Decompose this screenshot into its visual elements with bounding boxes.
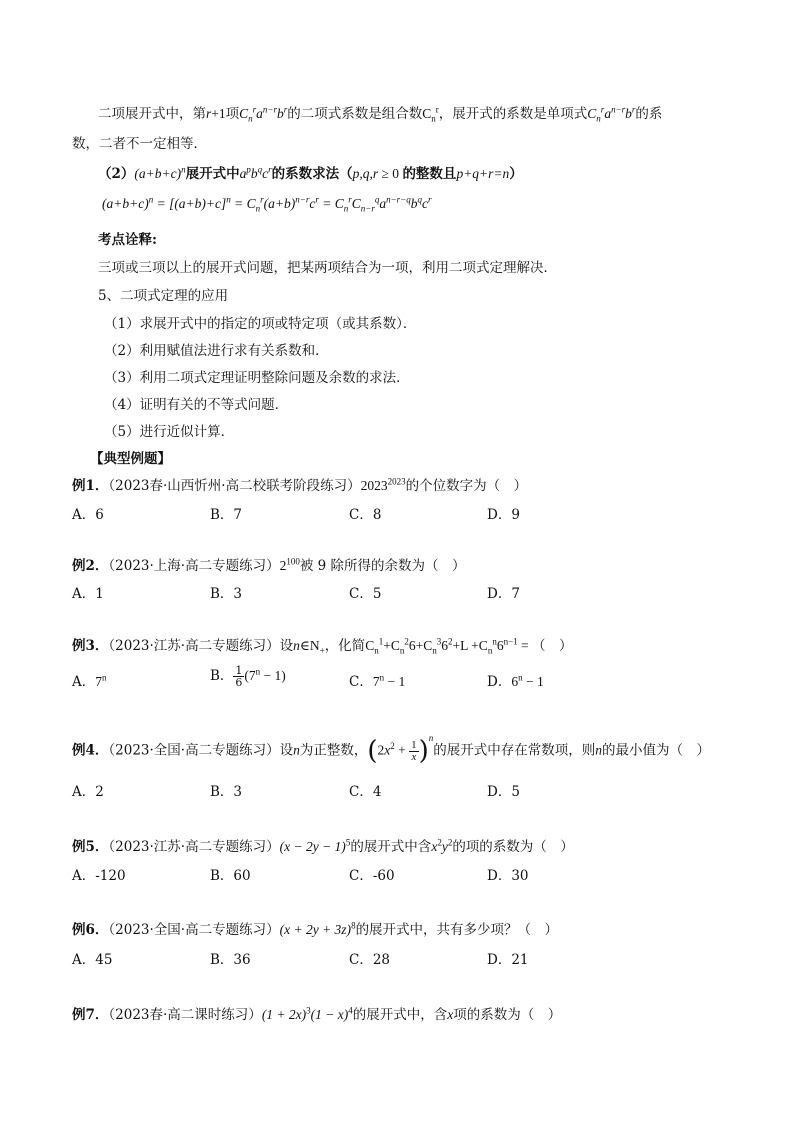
heading-text: ）	[509, 166, 523, 182]
example-6-option-d[interactable]: D．21	[487, 952, 529, 968]
heading-text: 的整数且	[402, 166, 457, 182]
example-5-option-b[interactable]: B．60	[210, 868, 251, 884]
example-2-stem: 例2．（2023·上海·高二专题练习）$2^{100}$被 9 除所得的余数为（ ）	[72, 556, 466, 574]
kaodian-text: 三项或三项以上的展开式问题，把某两项结合为一项，利用二项式定理解决．	[98, 260, 557, 276]
example-7-stem: 例7．（2023春·高二课时练习）$(1 + 2x)^3(1 - x)^4$的展开式中，含x项的系数为（ ）	[72, 1005, 562, 1023]
example-2-option-c[interactable]: C．5	[349, 586, 382, 602]
example-1-option-c[interactable]: C．8	[349, 507, 382, 523]
item-number: （2）	[98, 166, 135, 182]
example-4-option-a[interactable]: A．2	[72, 784, 104, 800]
example-3-option-c[interactable]: C．$7^n - 1$	[349, 672, 406, 690]
example-question: 的展开式中存在常数项，则	[433, 742, 596, 759]
heading-text: 展开式中	[185, 166, 240, 182]
example-label: 例4．	[72, 742, 109, 759]
section5-item: （4）证明有关的不等式问题．	[104, 397, 289, 413]
section5-title: 5、二项式定理的应用	[98, 288, 229, 304]
example-6-stem: 例6．（2023·全国·高二专题练习）$(x + 2y + 3z)^8$的展开式中，共有多少项？（ ）	[72, 920, 559, 938]
trinomial-heading: $(2)(a+b+c)^n$展开式中$a^pb^qc^r$的系数求法（p,q,r ≥ 0 的整数且p+q+r=n）	[98, 164, 523, 182]
intro-text: 项	[225, 106, 240, 122]
section5-item: （2）利用赋值法进行求有关系数和．	[104, 343, 329, 359]
example-source: （2023·全国·高二专题练习）	[108, 742, 280, 759]
heading-text: 的系数求法（	[271, 166, 353, 182]
example-3-option-a[interactable]: A．7$^n$	[72, 672, 107, 690]
example-4-option-b[interactable]: B．3	[210, 784, 243, 800]
intro-paragraph-line2: 数，二者不一定相等．	[72, 136, 207, 152]
option-letter: B．	[210, 668, 234, 684]
example-3-stem: 例3．（2023·江苏·高二专题练习）设$n\in N_+$，化简$C_n^1+C_n^26+C_n^36^2+L +C_n^n6^{n-1}$ = （ ）	[72, 636, 573, 656]
example-label: 例2．	[72, 558, 109, 574]
examples-title: 【典型例题】	[90, 451, 171, 467]
example-question: 设	[279, 638, 294, 654]
example-3-option-b[interactable]: B． $\frac{1}{6}$ $(7^n - 1)$	[210, 664, 286, 689]
example-source: （2023·全国·高二专题练习）	[108, 922, 280, 938]
example-label: 例6．	[72, 922, 109, 938]
example-question: 项的系数为（ ）	[453, 1007, 562, 1023]
example-question: ，化简	[324, 638, 366, 654]
trinomial-formula: $(a+b+c)^n = [(a+b)+c]^n = C_n^r(a+b)^{n-r}c^r = C_n^rC_{n-r}^qa^{n-r-q}b^qc^r$	[102, 194, 432, 214]
option-letter: A．	[72, 674, 96, 690]
example-4-stem: 例4．（2023·全国·高二专题练习）设n为正整数，($2x^2$ + $\frac{1}{x}$ )$^n$的展开式中存在常数项，则n的最小值为（ ）	[72, 733, 711, 766]
example-5-option-c[interactable]: C．-60	[349, 868, 395, 884]
example-4-option-d[interactable]: D．5	[487, 784, 520, 800]
intro-text: 二项展开式中，第	[98, 106, 206, 122]
option-letter: D．	[487, 674, 512, 690]
example-1-stem: 例1．（2023春·山西忻州·高二校联考阶段练习）$2023^{2023}$的个位数字为（ ）	[72, 476, 528, 494]
example-question: 的最小值为（ ）	[602, 742, 711, 759]
intro-text: 的系	[635, 106, 663, 122]
example-source: （2023春·高二课时练习）	[108, 1007, 262, 1023]
example-source: （2023·江苏·高二专题练习）	[108, 839, 280, 855]
example-2-option-d[interactable]: D．7	[487, 586, 520, 602]
example-6-option-b[interactable]: B．36	[210, 952, 251, 968]
section5-item: （1）求展开式中的指定的项或特定项（或其系数）．	[104, 316, 417, 332]
section5-item: （5）进行近似计算．	[104, 424, 235, 440]
example-question: 的项的系数为（ ）	[452, 839, 574, 855]
example-question: 被 9 除所得的余数为（ ）	[299, 558, 466, 574]
example-1-option-b[interactable]: B．7	[210, 507, 243, 523]
example-6-option-c[interactable]: C．28	[349, 952, 391, 968]
example-question: 的展开式中含	[350, 839, 432, 855]
option-letter: C．	[349, 674, 373, 690]
example-question: 的展开式中，含	[352, 1007, 448, 1023]
section5-item: （3）利用二项式定理证明整除问题及余数的求法．	[104, 370, 410, 386]
example-question: 设	[279, 742, 294, 759]
intro-text: 的二项式系数是组合数	[287, 106, 423, 122]
example-3-option-d[interactable]: D．$6^n - 1$	[487, 672, 544, 690]
example-2-option-a[interactable]: A．1	[72, 586, 104, 602]
example-source: （2023春·山西忻州·高二校联考阶段练习）	[108, 478, 361, 494]
intro-text: ，展开式的系数是单项式	[438, 106, 588, 122]
example-5-option-d[interactable]: D．30	[487, 868, 529, 884]
example-question: 为正整数，	[299, 742, 368, 759]
example-label: 例3．	[72, 638, 109, 654]
example-6-option-a[interactable]: A．45	[72, 952, 113, 968]
example-source: （2023·江苏·高二专题练习）	[108, 638, 280, 654]
example-question: （ ）	[532, 638, 573, 654]
example-label: 例7．	[72, 1007, 109, 1023]
intro-paragraph-line1: 二项展开式中，第r+1项$C_n^ra^{n-r}b^r$的二项式系数是组合数$C_n^r$，展开式的系数是单项式$C_n^ra^{n-r}b^r$的系	[98, 104, 663, 124]
example-5-option-a[interactable]: A．-120	[72, 868, 126, 884]
example-5-stem: 例5．（2023·江苏·高二专题练习）$(x - 2y - 1)^5$的展开式中含$x^2y^2$的项的系数为（ ）	[72, 837, 574, 855]
example-2-option-b[interactable]: B．3	[210, 586, 243, 602]
example-question: 的展开式中，共有多少项？（ ）	[355, 922, 559, 938]
example-question: 的个位数字为（ ）	[405, 478, 528, 494]
example-1-option-a[interactable]: A．6	[72, 507, 104, 523]
example-4-option-c[interactable]: C．4	[349, 784, 382, 800]
example-1-option-d[interactable]: D．9	[487, 507, 520, 523]
example-label: 例1．	[72, 478, 109, 494]
example-label: 例5．	[72, 839, 109, 855]
example-source: （2023·上海·高二专题练习）	[108, 558, 280, 574]
kaodian-title: 考点诠释:	[98, 232, 157, 248]
